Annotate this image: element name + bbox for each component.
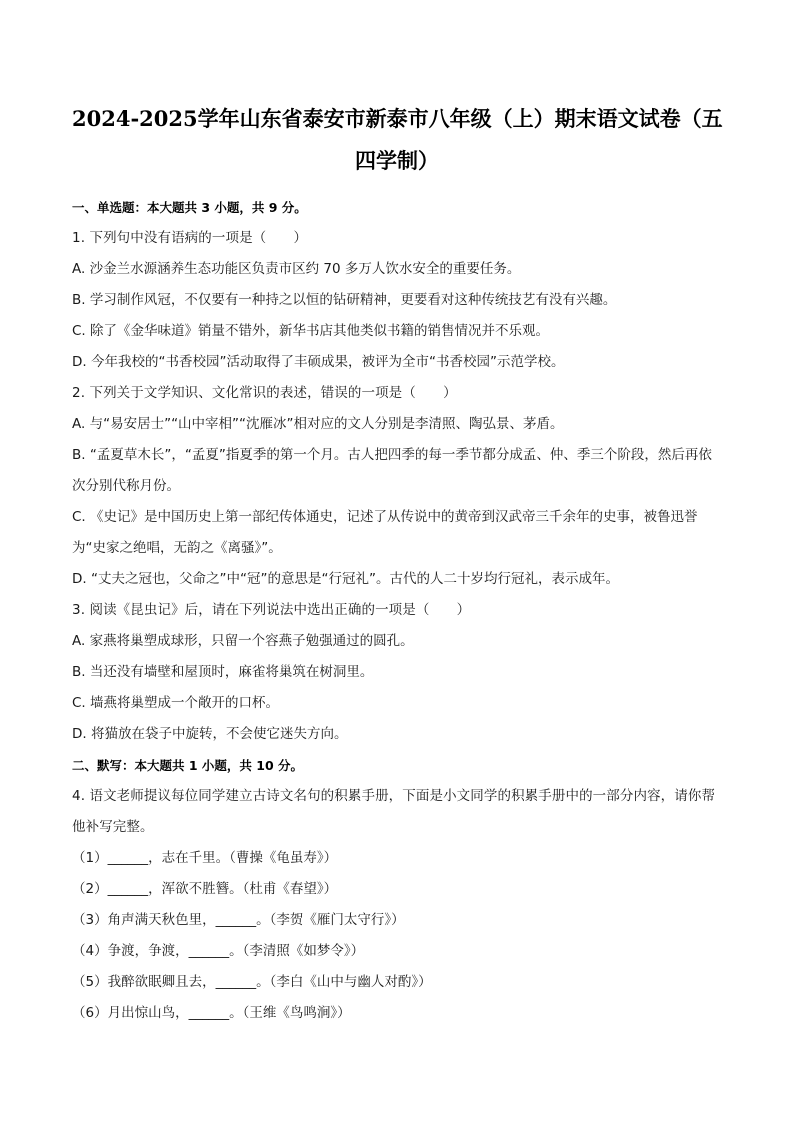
title-line: 2024-2025学年山东省泰安市新泰市八年级（上）期末语文试卷（五 [72, 106, 723, 131]
answer-option: D. 将猫放在袋子中旋转，不会使它迷失方向。 [72, 726, 348, 742]
question-stem: 2. 下列关于文学知识、文化常识的表述，错误的一项是（ ） [72, 385, 457, 401]
fill-blank-item: （1）______，志在千里。（曹操《龟虽寿》） [72, 850, 338, 866]
answer-option: C. 除了《金华味道》销量不错外，新华书店其他类似书籍的销售情况并不乐观。 [72, 323, 550, 339]
fill-blank-item: （2）______，浑欲不胜簪。（杜甫《春望》） [72, 881, 338, 897]
answer-option: C. 《史记》是中国历史上第一部纪传体通史，记述了从传说中的黄帝到汉武帝三千余年的史事，被鲁迅誉为“史家之绝唱，无韵之《离骚》”。 [72, 509, 698, 556]
answer-option: D. “丈夫之冠也，父命之”中“冠”的意思是“行冠礼”。古代的人二十岁均行冠礼，表示成年。 [72, 571, 619, 587]
answer-option: A. 家燕将巢塑成球形，只留一个容燕子勉强通过的圆孔。 [72, 633, 414, 649]
title-line: 四学制） [355, 148, 439, 173]
fill-blank-item: （3）角声满天秋色里，______。（李贺《雁门太守行》） [72, 912, 405, 928]
question-stem: 1. 下列句中没有语病的一项是（ ） [72, 230, 308, 246]
section-heading: 一、单选题：本大题共 3 小题，共 9 分。 [72, 200, 307, 215]
section-heading: 二、默写：本大题共 1 小题，共 10 分。 [72, 758, 304, 773]
question-stem: 4. 语文老师提议每位同学建立古诗文名句的积累手册，下面是小文同学的积累手册中的一部分内容，请你帮他补写完整。 [72, 788, 716, 835]
question-stem: 3. 阅读《昆虫记》后，请在下列说法中选出正确的一项是（ ） [72, 602, 471, 618]
answer-option: B. 当还没有墙壁和屋顶时，麻雀将巢筑在树洞里。 [72, 664, 374, 680]
fill-blank-item: （6）月出惊山鸟，______。（王维《鸟鸣涧》） [72, 1005, 351, 1021]
page-title [72, 0, 722, 182]
answer-option: C. 墙燕将巢塑成一个敞开的口杯。 [72, 695, 280, 711]
answer-option: B. “孟夏草木长”，“孟夏”指夏季的第一个月。古人把四季的每一季节都分成孟、仲、季三个阶段，然后再依次分别代称月份。 [72, 447, 712, 494]
answer-option: A. 与“易安居士”“山中宰相”“沈雁冰”相对应的文人分别是李清照、陶弘景、茅盾。 [72, 416, 564, 432]
fill-blank-item: （5）我醉欲眠卿且去，______。（李白《山中与幽人对酌》） [72, 974, 432, 990]
answer-option: D. 今年我校的“书香校园”活动取得了丰硕成果，被评为全市“书香校园”示范学校。 [72, 354, 565, 370]
fill-blank-item: （4）争渡，争渡，______。（李清照《如梦令》） [72, 943, 365, 959]
answer-option: B. 学习制作风冠，不仅要有一种持之以恒的钻研精神，更要看对这种传统技艺有没有兴趣。 [72, 292, 617, 308]
answer-option: A. 沙金兰水源涵养生态功能区负责市区约 70 多万人饮水安全的重要任务。 [72, 261, 521, 277]
exam-content [72, 192, 722, 1029]
